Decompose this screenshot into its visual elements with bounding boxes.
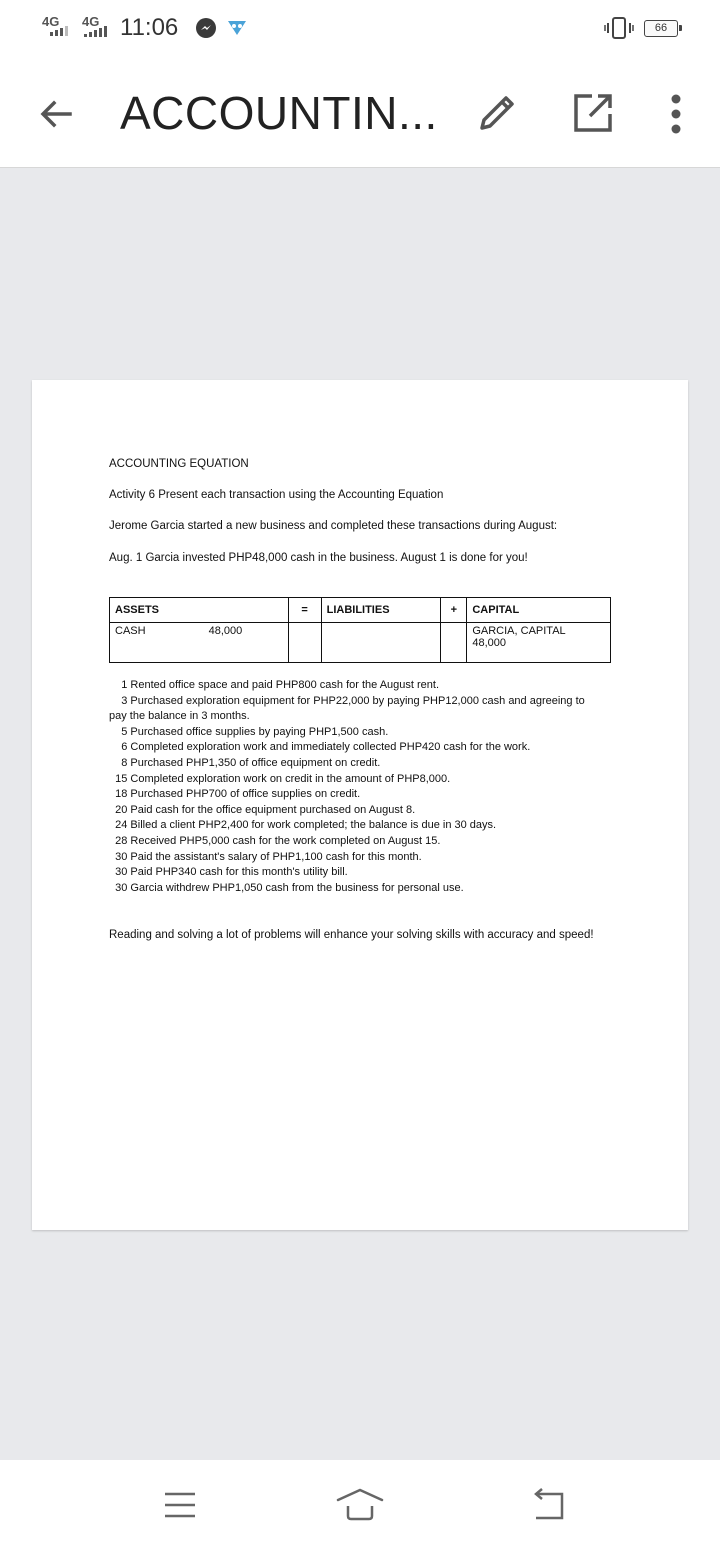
table-header-row (110, 598, 611, 623)
capital-label: GARCIA, CAPITAL (472, 625, 566, 637)
doc-intro: Jerome Garcia started a new business and completed these transactions during August: (109, 520, 558, 532)
list-item: 28 Received PHP5,000 cash for the work completed on August 15. (109, 834, 441, 847)
home-icon[interactable] (334, 1486, 386, 1522)
list-item: 1 Rented office space and paid PHP800 cash for the August rent. (109, 679, 440, 691)
document-title: ACCOUNTIN... (120, 87, 438, 139)
plus-sign: + (441, 598, 467, 623)
recent-apps-icon[interactable] (162, 1488, 198, 1522)
battery-icon: 66 (644, 20, 678, 37)
back-arrow-icon[interactable] (34, 92, 78, 136)
equals-cell (288, 623, 321, 663)
doc-closing: Reading and solving a lot of problems will enhance your solving skills with accuracy and speed! (109, 929, 594, 941)
open-external-icon[interactable] (570, 90, 616, 136)
capital-header: CAPITAL (467, 598, 611, 623)
transaction-list (109, 678, 589, 896)
vibrate-icon (604, 16, 634, 40)
list-item: 30 Paid the assistant's salary of PHP1,100 cash for this month. (109, 850, 422, 863)
assets-header: ASSETS (110, 598, 289, 623)
edit-pencil-icon[interactable] (474, 90, 520, 136)
messenger-icon (196, 18, 216, 38)
signal-icon-1 (50, 26, 68, 36)
status-bar (0, 0, 720, 58)
clock: 11:06 (120, 14, 179, 41)
list-item: 24 Billed a client PHP2,400 for work completed; the balance is due in 30 days. (109, 819, 497, 832)
navigation-bar (0, 1460, 720, 1544)
capital-cell (467, 623, 611, 663)
plus-cell (441, 623, 467, 663)
liabilities-header: LIABILITIES (321, 598, 441, 623)
list-item: 30 Paid PHP340 cash for this month's utility bill. (109, 866, 348, 879)
doc-first-transaction: Aug. 1 Garcia invested PHP48,000 cash in the business. August 1 is done for you! (109, 552, 528, 564)
accounting-equation-table (109, 597, 611, 663)
list-item: 8 Purchased PHP1,350 of office equipment on credit. (109, 756, 381, 769)
equals-sign: = (288, 598, 321, 623)
app-notification-icon (226, 19, 248, 37)
app-bar (0, 58, 720, 168)
network-type-2: 4G (82, 14, 100, 29)
signal-icon-2 (84, 26, 107, 37)
list-item: 3 Purchased exploration equipment for PHP22,000 by paying PHP12,000 cash and agreeing to pay the balance in 3 months. (109, 694, 588, 723)
liabilities-cell (321, 623, 441, 663)
doc-activity: Activity 6 Present each transaction using the Accounting Equation (109, 489, 444, 501)
assets-cell (110, 623, 289, 663)
list-item: 30 Garcia withdrew PHP1,050 cash from the business for personal use. (109, 881, 464, 894)
list-item: 18 Purchased PHP700 of office supplies on credit. (109, 788, 361, 801)
list-item: 5 Purchased office supplies by paying PHP1,500 cash. (109, 725, 389, 738)
list-item: 20 Paid cash for the office equipment purchased on August 8. (109, 803, 416, 816)
doc-heading: ACCOUNTING EQUATION (109, 458, 249, 470)
list-item: 6 Completed exploration work and immediately collected PHP420 cash for the work. (109, 741, 531, 754)
network-type-1: 4G (42, 14, 60, 29)
table-row (110, 623, 611, 663)
more-options-icon[interactable] (662, 92, 690, 136)
cash-label: CASH (115, 625, 146, 637)
list-item: 15 Completed exploration work on credit in the amount of PHP8,000. (109, 772, 451, 785)
cash-amount: 48,000 (208, 625, 243, 637)
document-page (32, 380, 688, 1230)
back-nav-icon[interactable] (528, 1486, 568, 1522)
capital-amount: 48,000 (472, 637, 506, 649)
